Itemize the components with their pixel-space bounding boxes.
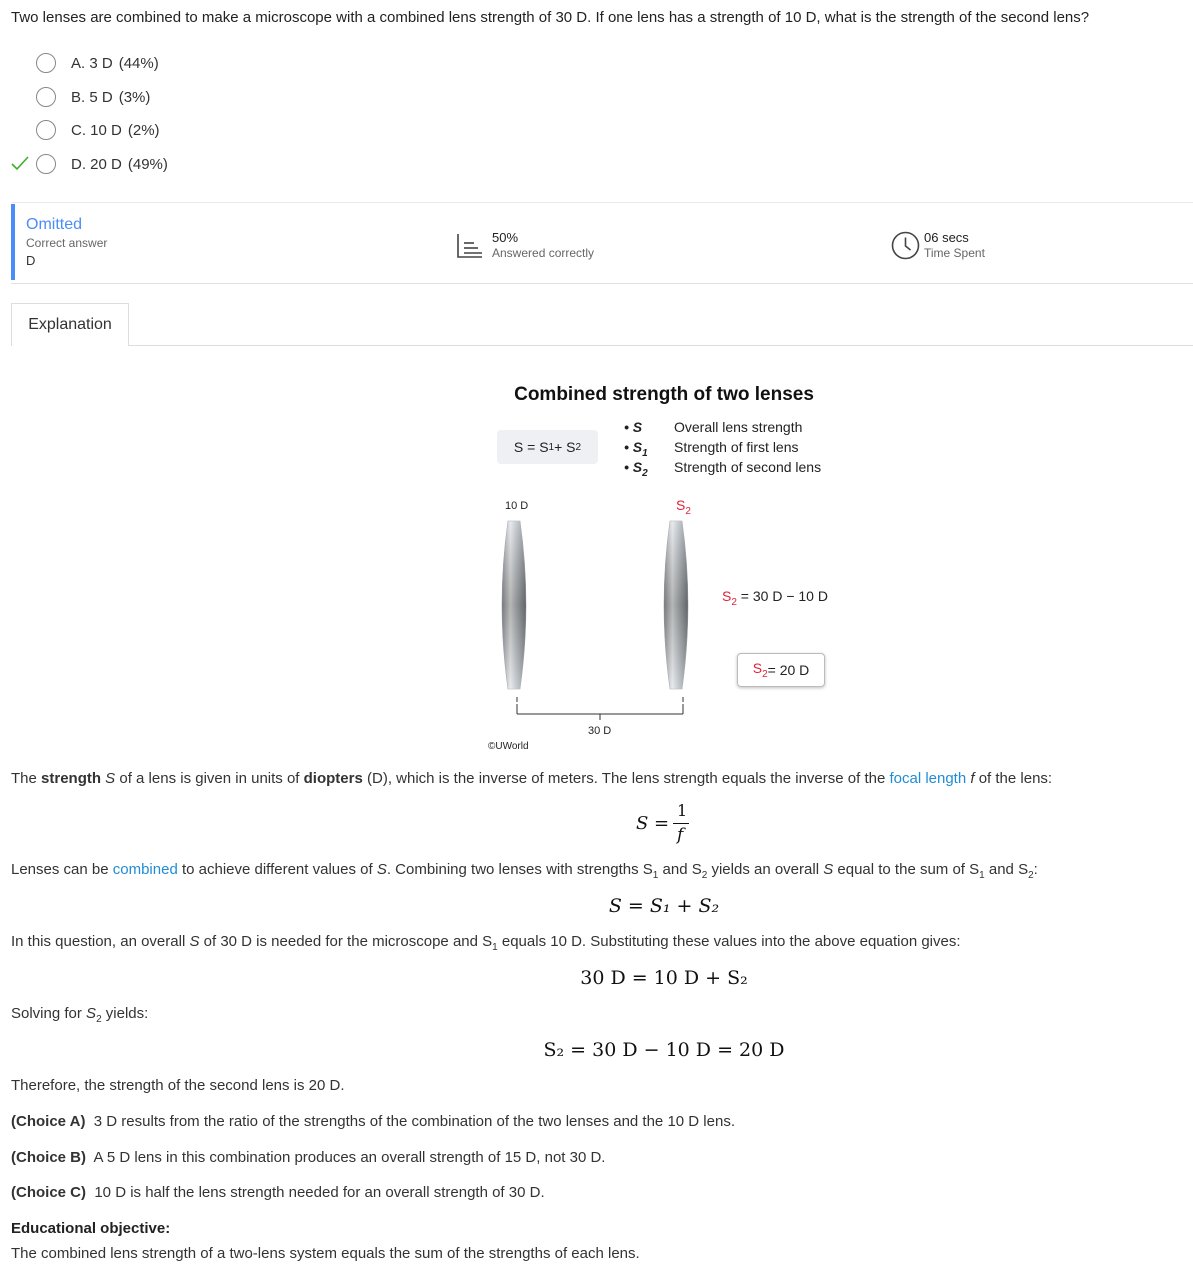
equation-substitution: 30 D = 10 D + S₂ (580, 967, 748, 989)
choice-b-label[interactable]: B. 5 D (3%) (71, 88, 151, 106)
equation-inverse: S = 1 f (636, 801, 688, 845)
lens2-label: $S_2$ (676, 497, 691, 517)
tab-divider (128, 345, 1193, 346)
choice-a-label[interactable]: A. 3 D (44%) (71, 54, 159, 72)
choice-d-radio[interactable] (36, 154, 56, 174)
percent-correct-label: Answered correctly (492, 246, 595, 260)
correct-answer-value: D (26, 253, 36, 268)
combined-link[interactable]: combined (112, 861, 178, 878)
bar-chart-icon (456, 232, 484, 260)
focal-length-link[interactable]: focal length (889, 770, 967, 787)
percent-correct: 50% (492, 230, 519, 245)
figure-result-box: $S_2$ = 20 D (737, 653, 825, 687)
choice-c-radio[interactable] (36, 120, 56, 140)
choice-d[interactable] (36, 153, 168, 175)
equation-sum: S = S₁ + S₂ (608, 895, 720, 917)
choice-c-label[interactable]: C. 10 D (2%) (71, 121, 160, 139)
total-label: 30 D (588, 725, 612, 737)
choice-a-radio[interactable] (36, 53, 56, 73)
choice-b-explanation: (Choice B) A 5 D lens in this combination produces an overall strength of 15 D, not 30 D. (11, 1149, 606, 1166)
lens-2-shape (664, 521, 688, 689)
choice-d-label[interactable]: D. 20 D (49%) (71, 155, 168, 173)
legend-row-s: • S Overall lens strength (624, 419, 803, 435)
choice-c[interactable] (36, 119, 160, 141)
choice-c-explanation: (Choice C) 10 D is half the lens strength needed for an overall strength of 30 D. (11, 1184, 545, 1201)
correct-check-icon (10, 154, 30, 174)
correct-answer-label: Correct answer (26, 236, 108, 250)
tab-explanation[interactable]: Explanation (11, 303, 129, 346)
time-spent-label: Time Spent (924, 246, 985, 260)
lens1-label: 10 D (505, 500, 529, 512)
figure-eq1: $S_2 = 30$ D − 10 D (722, 588, 828, 608)
explanation-p4: Solving for $S_2$ yields: (11, 1005, 149, 1025)
clock-icon (891, 231, 920, 260)
question-text: Two lenses are combined to make a microscope with a combined lens strength of 30 D. If one lens has a strength of 10 D, what is the strength of the second lens? (11, 9, 1090, 26)
objective-title: Educational objective: (11, 1220, 171, 1237)
choice-a-explanation: (Choice A) 3 D results from the ratio of the strengths of the combination of the two lenses and the 10 D lens. (11, 1113, 735, 1130)
lens-1-shape (502, 521, 526, 689)
legend-row-s1: • $S_1$ Strength of first lens (624, 439, 799, 459)
explanation-p1: The strength S of a lens is given in units of diopters (D), which is the inverse of meters. The lens strength equals the inverse of the focal length f of the lens: (11, 770, 1053, 787)
objective-text: The combined lens strength of a two-lens system equals the sum of the strengths of each lens. (11, 1245, 640, 1262)
legend-row-s2: • $S_2$ Strength of second lens (624, 459, 822, 479)
status-omitted: Omitted (26, 216, 83, 233)
equation-solution: S₂ = 30 D − 10 D = 20 D (543, 1039, 785, 1061)
choice-a[interactable] (36, 52, 159, 74)
stats-accent-bar (11, 204, 15, 280)
copyright: ©UWorld (488, 741, 529, 752)
choice-b[interactable] (36, 86, 150, 108)
stats-panel (11, 202, 1193, 284)
figure-formula: S = S 1 + S 2 (497, 430, 598, 464)
explanation-conclusion: Therefore, the strength of the second lens is 20 D. (11, 1077, 345, 1094)
time-spent: 06 secs (924, 230, 969, 245)
explanation-p2: Lenses can be combined to achieve different values of S. Combining two lenses with strengths $S_1$ and $S_2$ yields an overall S equal to the sum of $S_1$ and $S_2$: (11, 861, 1038, 881)
choice-b-radio[interactable] (36, 87, 56, 107)
figure-title: Combined strength of two lenses (514, 384, 814, 405)
explanation-p3: In this question, an overall S of 30 D is needed for the microscope and $S_1$ equals 10 D. Substituting these values into the above equation gives: (11, 933, 961, 953)
lens-diagram (490, 515, 700, 725)
